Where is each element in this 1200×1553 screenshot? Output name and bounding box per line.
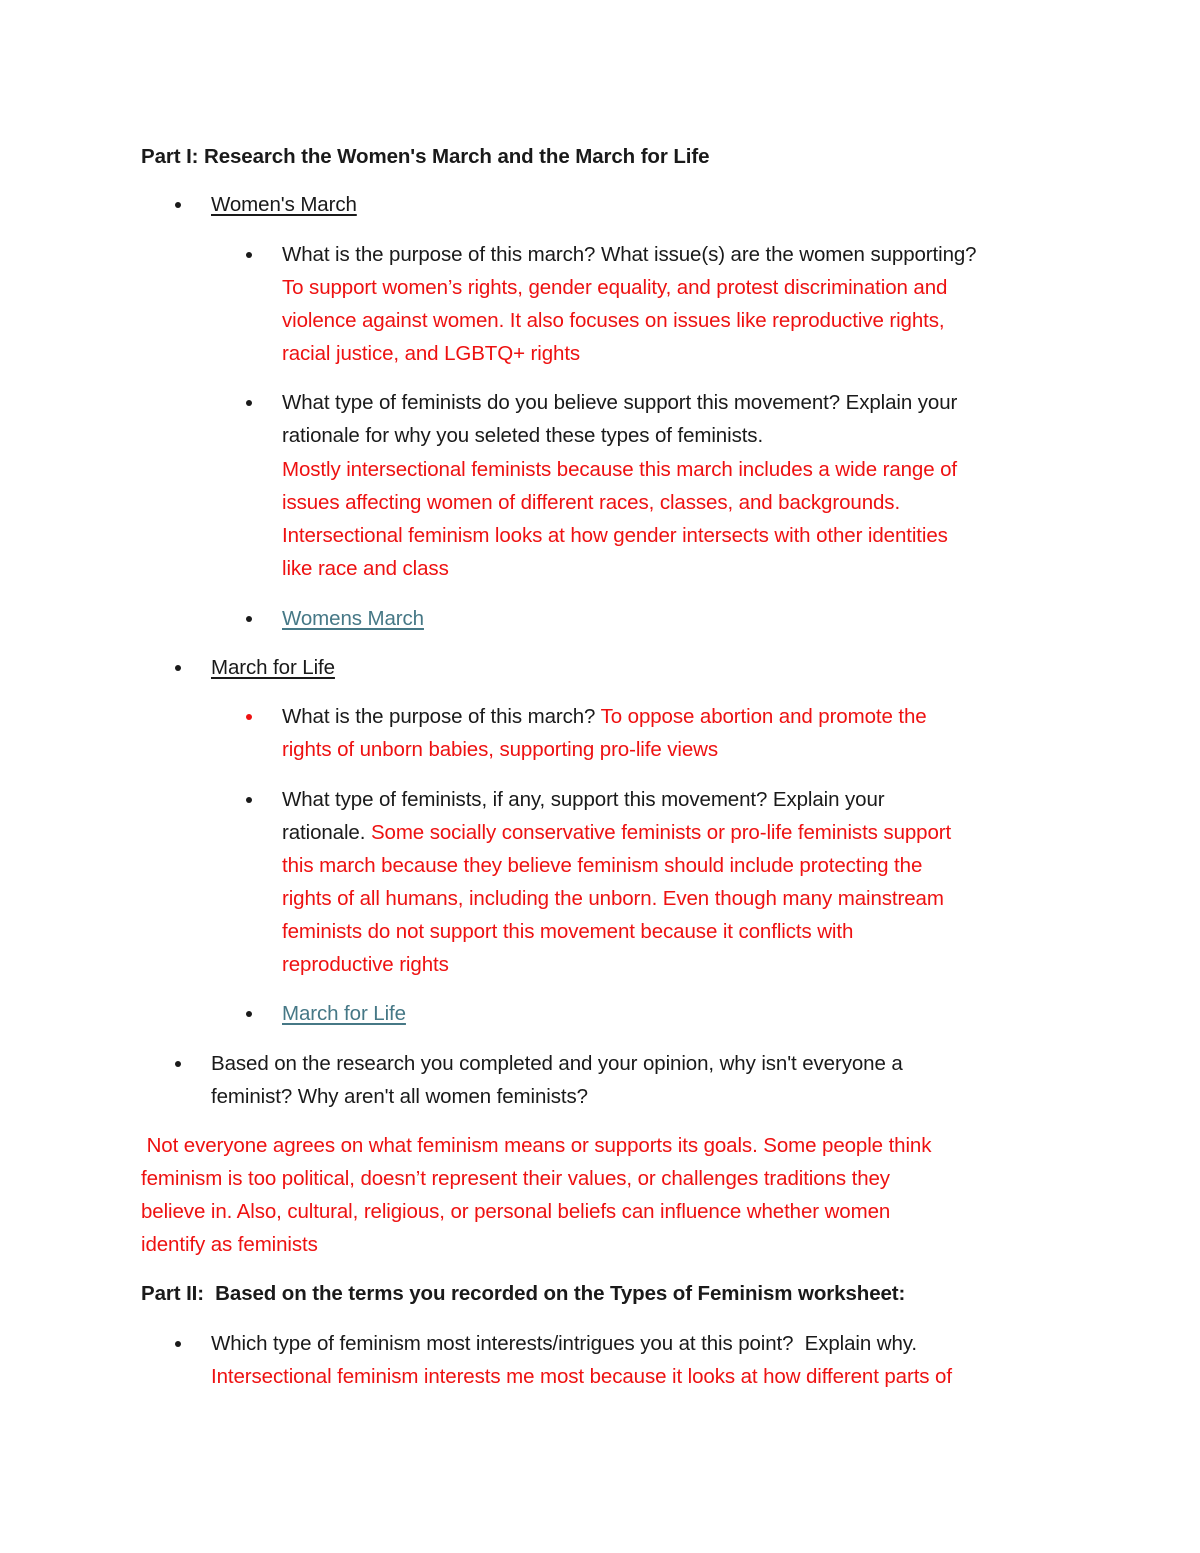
part1-a3-line: Not everyone agrees on what feminism means or supports its goals. Some people think xyxy=(141,1134,932,1157)
bullet xyxy=(246,1011,252,1017)
march-for-life-title: March for Life xyxy=(211,656,335,679)
bullet xyxy=(175,202,181,208)
part2-heading: Part II: Based on the terms you recorded on the Types of Feminism worksheet: xyxy=(141,1282,906,1305)
march-for-life-a2-line: this march because they believe feminism should include protecting the xyxy=(282,854,923,877)
womens-march-a1-line: To support women’s rights, gender equality, and protest discrimination and xyxy=(282,276,948,299)
bullet xyxy=(246,400,252,406)
womens-march-q2-line: rationale for why you seleted these types of feminists. xyxy=(282,424,764,447)
part1-q3-line: feminist? Why aren't all women feminists? xyxy=(211,1085,588,1108)
part1-a3-line: identify as feminists xyxy=(141,1233,318,1256)
march-for-life-a1-inline: To oppose abortion and promote the xyxy=(600,705,927,728)
part2-a1: Intersectional feminism interests me most because it looks at how different parts of xyxy=(211,1365,952,1388)
march-for-life-q2: What type of feminists, if any, support this movement? Explain your xyxy=(282,788,885,811)
bullet xyxy=(175,665,181,671)
part2-q1: Which type of feminism most interests/intrigues you at this point? Explain why. xyxy=(211,1332,918,1355)
part1-a3-line: believe in. Also, cultural, religious, or personal beliefs can influence whether women xyxy=(141,1200,891,1223)
womens-march-a1-line: violence against women. It also focuses on issues like reproductive rights, xyxy=(282,309,945,332)
part1-q3-line: Based on the research you completed and your opinion, why isn't everyone a xyxy=(211,1052,903,1075)
womens-march-title: Women's March xyxy=(211,193,357,216)
womens-march-a2-line: like race and class xyxy=(282,557,449,580)
womens-march-q2-line: What type of feminists do you believe support this movement? Explain your xyxy=(282,391,958,414)
bullet xyxy=(246,252,252,258)
womens-march-a2-line: issues affecting women of different races, classes, and backgrounds. xyxy=(282,491,901,514)
march-for-life-q2-cont: rationale. xyxy=(282,821,366,844)
womens-march-a2-line: Mostly intersectional feminists because this march includes a wide range of xyxy=(282,458,958,481)
bullet xyxy=(175,1061,181,1067)
bullet xyxy=(246,616,252,622)
bullet xyxy=(175,1341,181,1347)
womens-march-a1-line: racial justice, and LGBTQ+ rights xyxy=(282,342,581,365)
march-for-life-a2-line: feminists do not support this movement because it conflicts with xyxy=(282,920,854,943)
march-for-life-q2-cont-line xyxy=(282,816,951,849)
womens-march-link[interactable]: Womens March xyxy=(282,607,424,630)
march-for-life-q1 xyxy=(282,700,927,733)
march-for-life-link[interactable]: March for Life xyxy=(282,1002,406,1025)
march-for-life-q1-text: What is the purpose of this march? xyxy=(282,705,596,728)
bullet xyxy=(246,797,252,803)
part1-heading: Part I: Research the Women's March and the March for Life xyxy=(141,145,710,168)
bullet xyxy=(246,714,252,720)
march-for-life-a1-cont: rights of unborn babies, supporting pro-life views xyxy=(282,738,718,761)
womens-march-q1: What is the purpose of this march? What issue(s) are the women supporting? xyxy=(282,243,977,266)
march-for-life-a2-line: reproductive rights xyxy=(282,953,449,976)
march-for-life-a2-line: rights of all humans, including the unborn. Even though many mainstream xyxy=(282,887,944,910)
march-for-life-a2-inline: Some socially conservative feminists or pro-life feminists support xyxy=(370,821,952,844)
womens-march-a2-line: Intersectional feminism looks at how gender intersects with other identities xyxy=(282,524,948,547)
part1-a3-line: feminism is too political, doesn’t represent their values, or challenges traditions they xyxy=(141,1167,890,1190)
